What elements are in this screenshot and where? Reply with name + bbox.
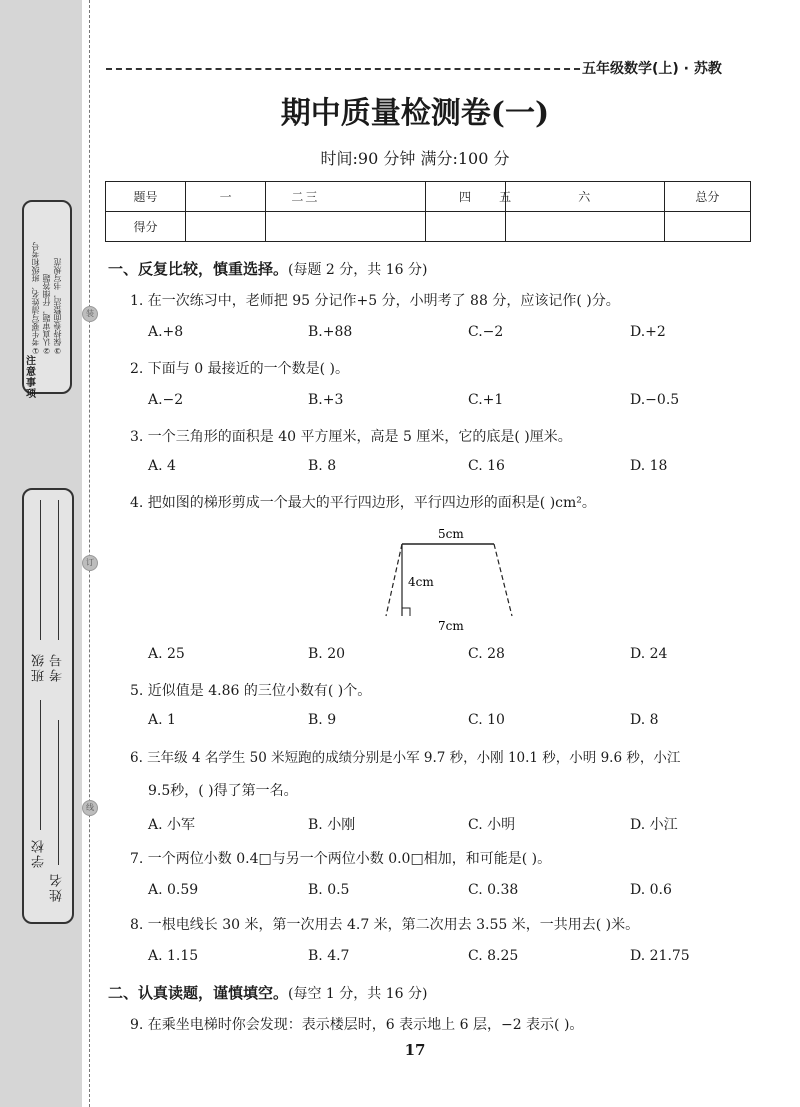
score-cell-label: 二 [291, 190, 304, 204]
section-heading [108, 982, 427, 1003]
score-input-cell[interactable] [664, 212, 750, 242]
option-c[interactable]: C. 0.38 [468, 882, 519, 898]
notice-title: 注意事项 [26, 356, 36, 400]
option-a[interactable]: A. 小军 [148, 817, 196, 833]
option-a[interactable]: A.−2 [148, 392, 184, 408]
series-label: 五年级数学(上) · 苏教 [582, 61, 722, 77]
score-table-score-row [106, 212, 751, 242]
figure-height-label: 4cm [408, 575, 434, 589]
section-title: 二、认真读题，谨慎填空。 [108, 984, 289, 1002]
option-a[interactable]: A. 4 [148, 458, 176, 474]
option-d[interactable]: D. 0.6 [630, 882, 672, 898]
school-label: 学校 [32, 838, 47, 868]
notice-lines [30, 205, 63, 355]
header-dashed-rule [106, 68, 580, 70]
option-b[interactable]: B.+3 [308, 392, 344, 408]
option-b[interactable]: B. 8 [308, 458, 337, 474]
option-a[interactable]: A.+8 [148, 324, 184, 340]
option-c[interactable]: C. 10 [468, 712, 505, 728]
option-c[interactable]: C. 28 [468, 646, 505, 662]
question-9: 9. 在乘坐电梯时你会发现：表示楼层时，6 表示地上 6 层，−2 表示( )。 [130, 1017, 584, 1033]
option-c[interactable]: C.+1 [468, 392, 504, 408]
option-a[interactable]: A. 0.59 [148, 882, 199, 898]
question-6: 6. 三年级 4 名学生 50 米短跑的成绩分别是小军 9.7 秒，小刚 10.1 秒，小明 9.6 秒，小江 [130, 750, 681, 766]
question-8: 8. 一根电线长 30 米，第一次用去 4.7 米，第二次用去 3.55 米，一共用去( )米。 [130, 917, 640, 933]
section-note: (每题 2 分，共 16 分) [288, 262, 428, 278]
option-a[interactable]: A. 1 [148, 712, 176, 728]
score-cell: 一 [186, 182, 266, 212]
exam-number-write-line[interactable] [58, 500, 59, 640]
option-d[interactable]: D. 21.75 [630, 948, 690, 964]
score-cell-label: 三 [305, 190, 318, 204]
option-c[interactable]: C.−2 [468, 324, 504, 340]
figure-top-label: 5cm [438, 527, 464, 541]
page-number: 17 [404, 1041, 426, 1059]
option-c[interactable]: C. 8.25 [468, 948, 519, 964]
option-c[interactable]: C. 16 [468, 458, 505, 474]
score-cell [578, 182, 665, 212]
score-cell-label: 六 [578, 190, 591, 204]
question-3: 3. 一个三角形的面积是 40 平方厘米，高是 5 厘米，它的底是( )厘米。 [130, 429, 572, 445]
option-d[interactable]: D. 8 [630, 712, 659, 728]
section-heading [108, 258, 427, 279]
page-title: 期中质量检测卷(一) [280, 96, 550, 131]
name-label: 姓名 [50, 872, 65, 902]
section-title: 一、反复比较，慎重选择。 [108, 260, 289, 278]
option-d[interactable]: D.+2 [630, 324, 666, 340]
option-b[interactable]: B. 0.5 [308, 882, 350, 898]
score-input-cell[interactable] [505, 212, 664, 242]
score-table-header-row [106, 182, 751, 212]
question-5: 5. 近似值是 4.86 的三位小数有( )个。 [130, 683, 372, 699]
binding-hole: 订 [82, 555, 98, 571]
name-write-line[interactable] [58, 720, 59, 865]
binding-hole: 装 [82, 306, 98, 322]
score-input-cell[interactable] [266, 212, 425, 242]
notice-line: ③保持卷面整洁，书写规范 [53, 258, 62, 355]
question-4: 4. 把如图的梯形剪成一个最大的平行四边形，平行四边形的面积是( )cm²。 [130, 495, 596, 511]
binding-hole: 线 [82, 800, 98, 816]
option-d[interactable]: D. 小江 [630, 817, 678, 833]
class-write-line[interactable] [40, 500, 41, 640]
school-write-line[interactable] [40, 700, 41, 830]
notice-line: ②认真审题，仔细答题 [42, 274, 51, 355]
score-table [105, 181, 751, 242]
option-a[interactable]: A. 1.15 [148, 948, 199, 964]
score-cell [305, 182, 425, 212]
option-b[interactable]: B. 20 [308, 646, 346, 662]
option-a[interactable]: A. 25 [148, 646, 185, 662]
notice-line: ①考生要写清姓名、班级和考号 [31, 242, 40, 355]
option-d[interactable]: D. 18 [630, 458, 668, 474]
question-6-continued: 9.5秒，( )得了第一名。 [148, 783, 298, 799]
exam-number-label: 考号 [50, 652, 65, 682]
class-label: 班级 [32, 652, 47, 682]
score-cell: 得分 [106, 212, 186, 242]
option-b[interactable]: B. 小刚 [308, 817, 356, 833]
score-input-cell[interactable] [425, 212, 505, 242]
score-cell [499, 182, 585, 212]
question-7: 7. 一个两位小数 0.4□与另一个两位小数 0.0□相加，和可能是( )。 [130, 851, 552, 867]
option-b[interactable]: B. 4.7 [308, 948, 350, 964]
question-1: 1. 在一次练习中，老师把 95 分记作+5 分，小明考了 88 分，应该记作( )分。 [130, 293, 620, 309]
score-cell: 题号 [106, 182, 186, 212]
score-cell: 四 [425, 182, 505, 212]
score-cell: 总分 [664, 182, 750, 212]
option-b[interactable]: B.+88 [308, 324, 353, 340]
score-input-cell[interactable] [186, 212, 266, 242]
score-cell-label: 五 [499, 190, 512, 204]
option-c[interactable]: C. 小明 [468, 817, 516, 833]
section-note: (每空 1 分，共 16 分) [288, 986, 428, 1002]
figure-bottom-label: 7cm [438, 619, 464, 633]
question-2: 2. 下面与 0 最接近的一个数是( )。 [130, 361, 349, 377]
exam-time-score: 时间:90 分钟 满分:100 分 [320, 149, 510, 168]
option-d[interactable]: D.−0.5 [630, 392, 680, 408]
option-b[interactable]: B. 9 [308, 712, 337, 728]
trapezoid-figure [376, 522, 526, 634]
option-d[interactable]: D. 24 [630, 646, 668, 662]
